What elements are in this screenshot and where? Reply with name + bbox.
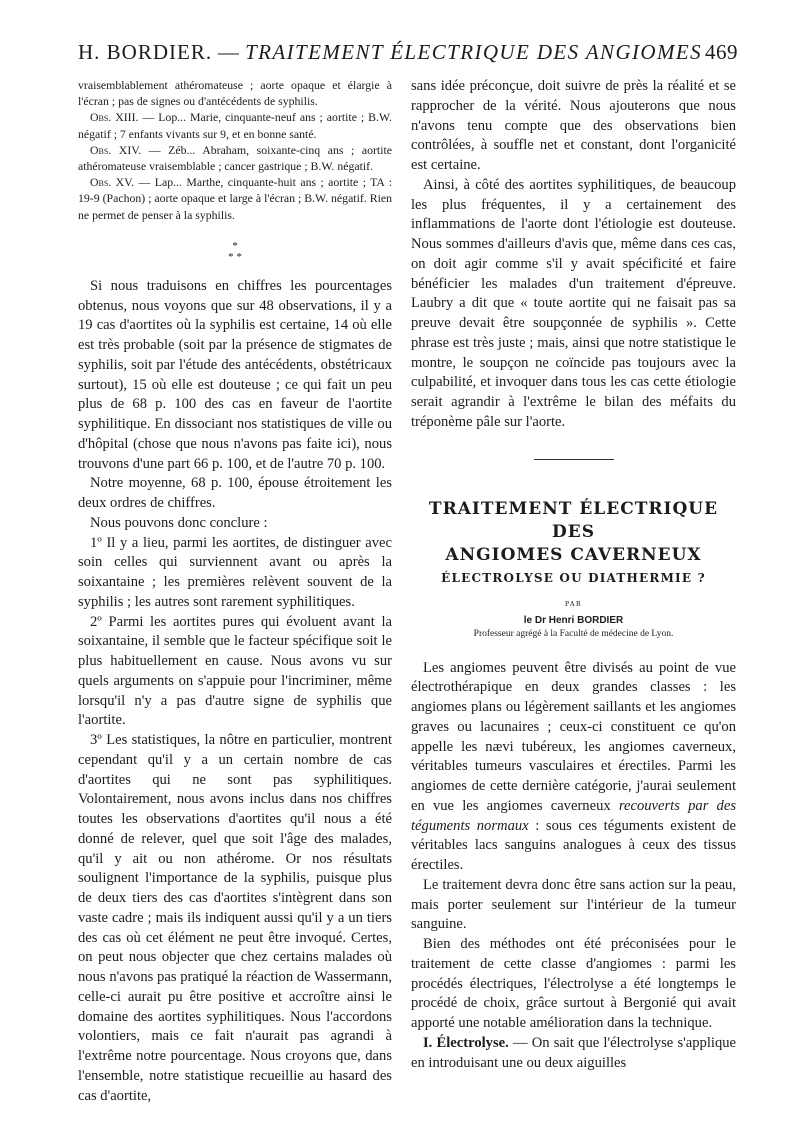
obs-14-text: — Zéb... Abraham, soixante-cinq ans ; aortite athéromateuse vraisemblable ; cancer gastrique ; B.W. négatif. bbox=[78, 142, 392, 174]
by-word: PAR bbox=[565, 598, 582, 608]
case-note-continued: vraisemblablement athéromateuse ; aorte opaque et élargie à l'écran ; pas de signes ou d'antécédents de syphilis. bbox=[78, 78, 392, 109]
obs-15-label: Obs. XV. bbox=[90, 175, 135, 190]
article-subtitle: ÉLECTROLYSE OU DIATHERMIE ? bbox=[441, 570, 706, 585]
running-header bbox=[78, 40, 738, 70]
paragraph-continued: sans idée préconçue, doit suivre de près la réalité et se rapprocher de la vérité. Nous ajouterons que nous n'avons tenu compte que des observations bien contrôlées, à souffle net et constant, dont l'organicité est certaine. bbox=[411, 78, 736, 173]
paragraph-methods: Bien des méthodes ont été préconisées pour le traitement de cette classe d'angiomes : parmi les procédés électriques, l'électrolyse a été longtemps le procédé de choix, grâce surtout à Bergonié qui avait apporté une notable amélioration dans la technique. bbox=[411, 936, 736, 1031]
header-dash: — bbox=[217, 40, 240, 64]
paragraph-electrolyse bbox=[411, 1034, 736, 1074]
paragraph-conclusion-3: 3º Les statistiques, la nôtre en particulier, montrent cependant qu'il y a un certain nombre de cas d'aortites qui ne sont pas syphilitiques. Volontairement, nous avons inclus dans nos chiffres toutes les observations d'aortites qu'il nous a été donné de relever, quel que soit l'âge des malades, qu'il y ait ou non athérome. Or nos résultats soulignent l'importance de la syphilis, puisque plus de deux tiers des cas d'aortites s'intègrent dans son vaste cadre ; mais ils indiquent aussi qu'il y a un tiers des cas où cet élément ne peut être invoqué. Certes, on peut nous objecter que chez certains malades où nous n'avons pas pratiqué la réaction de Wassermann, celle-ci aurait pu être positive et accroître ainsi le domaine des aortites syphilitiques. Nous l'accordons volontiers, mais ce fait n'aurait pas agrandi à l'extrême notre pourcentage. Nous croyons que, dans l'ensemble, notre statistique recueillie au hasard des cas d'aortite, bbox=[78, 732, 392, 1104]
author-byline: le Dr Henri BORDIER bbox=[523, 614, 624, 626]
intro-text-b: : sous ces téguments existent de véritables lacs sanguins analogues à ceux des tissus érectiles. bbox=[411, 817, 736, 873]
article-title-line-2: DES bbox=[552, 521, 595, 542]
paragraph-angiomes-intro bbox=[411, 659, 736, 876]
asterism bbox=[78, 241, 392, 263]
right-column bbox=[411, 77, 736, 1073]
electrolyse-heading: I. Électrolyse. bbox=[423, 1034, 509, 1051]
article-title-line-3: ANGIOMES CAVERNEUX bbox=[445, 544, 702, 565]
section-divider bbox=[534, 459, 614, 460]
paragraph-conclusion-1: 1º Il y a lieu, parmi les aortites, de distinguer avec soin celles qui surviennent avant ou après la soixantaine ; les premières relèvent souvent de la syphilis ; les autres sont rarement syphilitiques. bbox=[78, 534, 392, 610]
intro-text-a: Les angiomes peuvent être divisés au point de vue électrothérapique en deux grandes classes : les angiomes plans ou légèrement saillants et les angiomes graves ou lacunaires ; ceux-ci constituent ce qu'on appelle les nævi tubéreux, les angiomes caverneux, véritables tumeurs vasculaires et érectiles. Parmi les angiomes de cette dernière catégorie, j'aurai seulement en vue les angiomes caverneux bbox=[411, 659, 736, 814]
page-number: 469 bbox=[705, 40, 738, 64]
paragraph-laubry: Ainsi, à côté des aortites syphilitiques, de beaucoup les plus fréquentes, il y a certainement des inflammations de l'aorte dont l'étiologie est douteuse. Nous sommes d'ailleurs d'avis que, même dans ces cas, on doit agir comme s'il y avait spécificité et faire bénéficier les malades d'un traitement d'épreuve. Laubry a dit que « toute aortite qui ne faisait pas sa preuve devait être soupçonnée de syphilis ». Cette phrase est très juste ; mais, ainsi que notre statistique le montre, le soupçon ne coïncide pas toujours avec la culpabilité, et invoquer dans tous les cas cette étiologie serait agrandir à l'extrême le bilan des méfaits du tréponème pâle sur l'aorte. bbox=[411, 176, 736, 430]
obs-14-label: Obs. XIV. bbox=[90, 142, 142, 157]
obs-13-text: — Lop... Marie, cinquante-neuf ans ; aortite ; B.W. négatif ; 7 enfants vivants sur 9, et en bonne santé. bbox=[78, 110, 392, 141]
intro-text-italic: recouverts par des téguments normaux bbox=[411, 797, 737, 834]
electrolyse-text: — On sait que l'électrolyse s'applique en introduisant une ou deux aiguilles bbox=[411, 1034, 737, 1071]
case-note-obs-15 bbox=[78, 174, 392, 223]
paragraph-average: Notre moyenne, 68 p. 100, épouse étroitement les deux ordres de chiffres. bbox=[78, 475, 392, 512]
asterism-bottom: * * bbox=[228, 250, 242, 263]
paragraph-treatment: Le traitement devra donc être sans action sur la peau, mais porter seulement sur l'intérieur de la tumeur sanguine. bbox=[411, 876, 736, 933]
header-title: TRAITEMENT ÉLECTRIQUE DES ANGIOMES bbox=[245, 40, 702, 64]
author-affiliation: Professeur agrégé à la Faculté de médecine de Lyon. bbox=[473, 628, 674, 639]
asterism-top: * bbox=[232, 239, 238, 252]
article-title-line-1: TRAITEMENT ÉLECTRIQUE bbox=[428, 498, 719, 519]
paragraph-conclude: Nous pouvons donc conclure : bbox=[90, 514, 268, 531]
left-column bbox=[78, 77, 392, 1106]
paragraph-conclusion-2: 2º Parmi les aortites pures qui évoluent avant la soixantaine, il semble que le facteur spécifique soit le plus habituellement en cause. Nous avons vu sur quels arguments on s'appuie pour l'incriminer, même lorsqu'il n'y a pas d'autre signe de syphilis que l'aortite. bbox=[78, 613, 392, 729]
paragraph-statistics: Si nous traduisons en chiffres les pourcentages obtenus, nous voyons que sur 48 observations, il y a 19 cas d'aortites où la syphilis est certaine, 14 où elle est très probable (soit par la présence de stigmates de syphilis, soit par l'étude des antécédents, obstétricaux surtout), 15 où elle est douteuse ; ce qui fait un peu plus de 68 p. 100 des cas en faveur de l'aortite syphilitique. En dissociant nos statistiques de ville ou d'hôpital (chose que nous n'avons pas faite ici), nous trouvons d'une part 66 p. 100, et de l'autre 70 p. 100. bbox=[78, 277, 392, 472]
obs-13-label: Obs. XIII. bbox=[90, 110, 139, 125]
case-note-obs-13 bbox=[78, 109, 392, 141]
obs-15-text: — Lap... Marthe, cinquante-huit ans ; aortite ; TA : 19-9 (Pachon) ; aorte opaque et large à l'écran ; B.W. négatif. Rien ne permet de penser à la syphilis. bbox=[78, 175, 392, 222]
case-note-obs-14 bbox=[78, 142, 392, 174]
header-author: H. BORDIER. bbox=[78, 40, 213, 64]
